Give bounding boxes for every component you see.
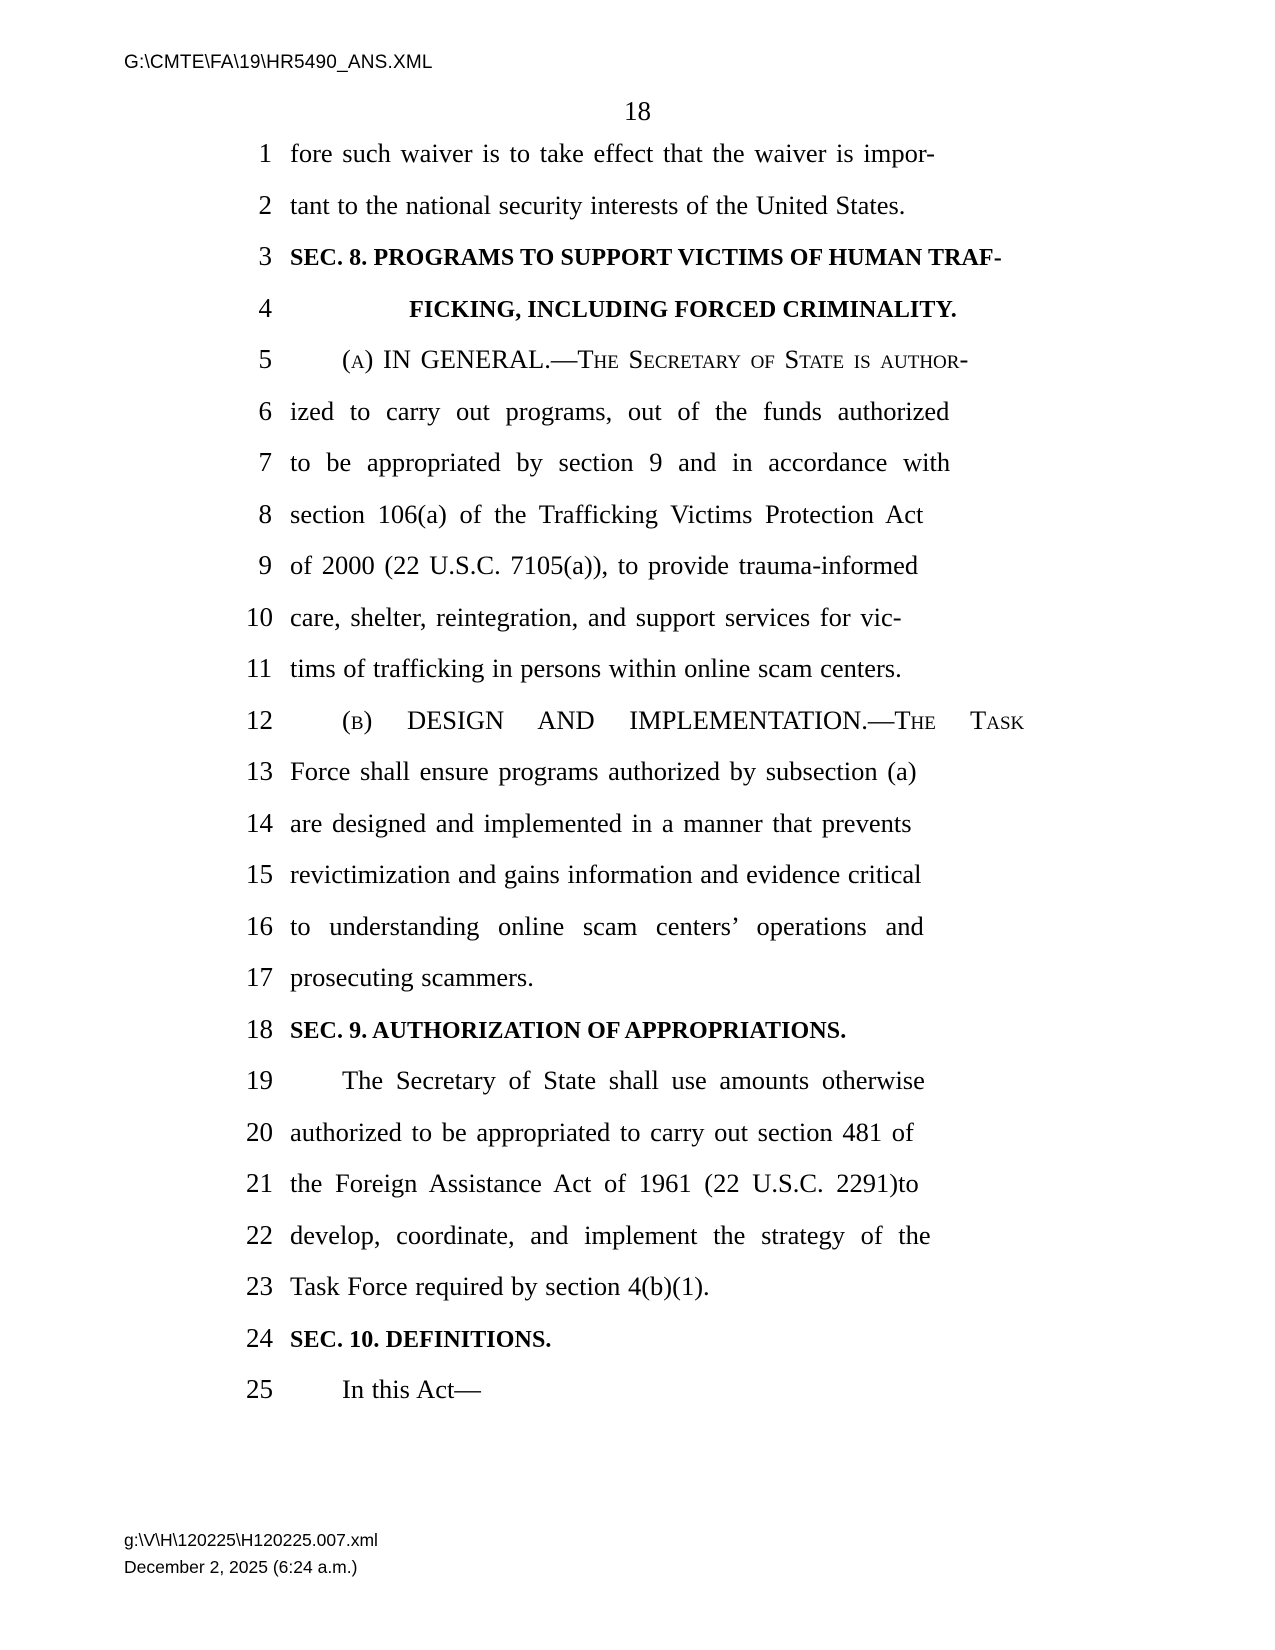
line-content: to understanding online scam centers’ operations and	[290, 910, 924, 941]
text-line	[246, 499, 986, 551]
line-content: revictimization and gains information and evidence critical	[290, 859, 922, 889]
line-number: 12	[246, 704, 273, 735]
line-number: 23	[246, 1271, 273, 1301]
text-line	[246, 138, 986, 190]
text-line	[246, 344, 986, 396]
line-number: 24	[246, 1322, 273, 1353]
text-line	[246, 1117, 986, 1169]
line-content-text: In this Act—	[342, 1374, 481, 1404]
line-content: tims of trafficking in persons within online scam centers.	[290, 653, 902, 683]
footer	[124, 1527, 378, 1581]
line-number: 4	[258, 292, 272, 323]
line-content: authorized to be appropriated to carry out section 481 of	[290, 1116, 914, 1147]
text-line	[246, 447, 986, 499]
section-heading-line: SEC. 10. DEFINITIONS.	[290, 1326, 552, 1353]
line-content	[290, 346, 986, 373]
line-content: ized to carry out programs, out of the funds authorized	[290, 395, 950, 426]
line-number: 5	[258, 344, 272, 374]
line-number: 16	[246, 910, 273, 941]
text-line	[246, 602, 986, 654]
line-content-text: (a) IN GENERAL.—The Secretary of State is author-	[342, 344, 969, 374]
text-line	[246, 293, 986, 345]
line-content: care, shelter, reintegration, and support services for vic-	[290, 601, 902, 632]
line-number: 7	[258, 447, 272, 477]
text-line	[246, 1168, 986, 1220]
text-line	[246, 241, 1002, 293]
section-heading-line: SEC. 8. PROGRAMS TO SUPPORT VICTIMS OF HUMAN TRAF-	[290, 245, 1002, 271]
text-line	[246, 1271, 986, 1323]
line-number: 2	[258, 189, 272, 220]
text-line	[246, 808, 986, 860]
line-number: 1	[258, 138, 272, 168]
line-number: 13	[246, 756, 273, 786]
text-line	[246, 1014, 986, 1066]
line-number: 19	[246, 1065, 273, 1095]
line-content: the Foreign Assistance Act of 1961 (22 U.S.C. 2291)to	[290, 1168, 919, 1198]
text-line	[246, 1323, 986, 1375]
text-line	[246, 962, 986, 1014]
text-line	[246, 550, 986, 602]
line-number: 6	[258, 395, 272, 426]
line-number: 22	[246, 1219, 273, 1250]
line-number: 14	[246, 807, 273, 838]
bill-text-body	[246, 138, 1025, 1426]
line-number: 18	[246, 1013, 273, 1044]
line-content: to be appropriated by section 9 and in accordance with	[290, 447, 951, 477]
line-content: prosecuting scammers.	[290, 962, 534, 992]
text-line	[246, 756, 986, 808]
line-content: Task Force required by section 4(b)(1).	[290, 1271, 710, 1301]
line-content: develop, coordinate, and implement the strategy of the	[290, 1219, 931, 1250]
footer-file-path: g:\V\H\120225\H120225.007.xml	[124, 1530, 378, 1550]
line-content: tant to the national security interests of the United States.	[290, 189, 906, 220]
text-line	[246, 190, 986, 242]
line-number: 20	[246, 1116, 273, 1147]
line-content: fore such waiver is to take effect that the waiver is impor-	[290, 138, 935, 168]
line-content-text: (b) DESIGN AND IMPLEMENTATION.—The Task	[342, 704, 1025, 735]
line-content: are designed and implemented in a manner that prevents	[290, 807, 912, 838]
line-number: 8	[258, 498, 272, 529]
line-content-text: The Secretary of State shall use amounts otherwise	[342, 1065, 925, 1095]
line-content: of 2000 (22 U.S.C. 7105(a)), to provide trauma-informed	[290, 550, 919, 580]
line-number: 21	[246, 1168, 273, 1198]
line-content: Force shall ensure programs authorized by subsection (a)	[290, 756, 917, 786]
section-heading-line: FICKING, INCLUDING FORCED CRIMINALITY.	[409, 296, 957, 323]
line-number: 10	[246, 601, 273, 632]
text-line	[246, 704, 1025, 757]
footer-timestamp: December 2, 2025 (6:24 a.m.)	[124, 1557, 358, 1578]
line-number: 25	[246, 1374, 273, 1404]
text-line	[246, 911, 986, 963]
text-line	[246, 1374, 986, 1426]
text-line	[246, 1065, 986, 1117]
page-number: 18	[624, 96, 651, 126]
line-number: 9	[258, 550, 272, 580]
text-line	[246, 653, 986, 705]
text-line	[246, 859, 986, 911]
line-content	[290, 704, 1025, 735]
text-line	[246, 1220, 986, 1272]
line-number: 3	[258, 241, 272, 271]
line-content: section 106(a) of the Trafficking Victims Protection Act	[290, 498, 924, 529]
line-content	[290, 1376, 986, 1403]
text-line	[246, 396, 986, 448]
line-content	[290, 1067, 986, 1094]
line-number: 17	[246, 962, 273, 992]
section-heading-line: SEC. 9. AUTHORIZATION OF APPROPRIATIONS.	[290, 1017, 847, 1044]
line-number: 15	[246, 859, 273, 889]
header-file-path: G:\CMTE\FA\19\HR5490_ANS.XML	[124, 52, 433, 73]
line-number: 11	[246, 653, 272, 683]
